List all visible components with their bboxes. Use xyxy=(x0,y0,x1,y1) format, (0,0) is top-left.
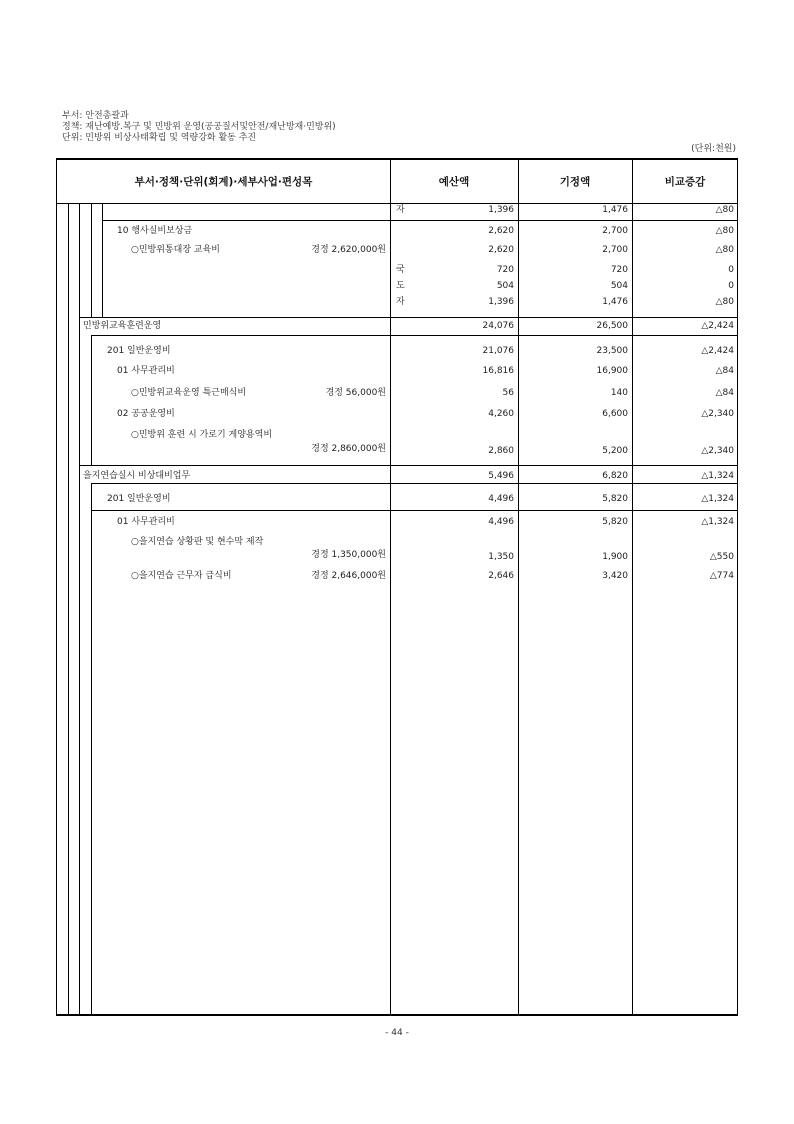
budget-value: 2,620 xyxy=(488,245,514,255)
col-divider-diff xyxy=(632,160,633,1014)
item-label: ○민방위교육운영 특근매식비 xyxy=(131,388,247,398)
budget-value: 5,496 xyxy=(488,471,514,481)
item-label: 01 사무관리비 xyxy=(117,366,175,376)
header-budget: 예산액 xyxy=(438,176,470,188)
header-diff: 비교증감 xyxy=(664,176,706,188)
previous-value: 1,476 xyxy=(602,297,628,307)
budget-value: 1,396 xyxy=(488,205,514,215)
diff-value: △2,340 xyxy=(701,446,734,456)
diff-value: △1,324 xyxy=(701,494,734,504)
budget-value: 24,076 xyxy=(482,321,514,331)
diff-value: △80 xyxy=(715,297,734,307)
diff-value: △550 xyxy=(709,552,734,562)
diff-value: △80 xyxy=(715,245,734,255)
header-previous: 기정액 xyxy=(559,176,591,188)
fund-source: 도 xyxy=(396,281,405,291)
row-separator xyxy=(102,220,737,221)
row-separator xyxy=(91,335,737,336)
budget-value: 504 xyxy=(496,281,514,291)
item-label: 01 사무관리비 xyxy=(117,517,175,527)
col-divider-budget xyxy=(390,160,391,1014)
item-label: ○을지연습 근무자 급식비 xyxy=(131,571,232,581)
previous-value: 5,820 xyxy=(602,494,628,504)
previous-value: 5,820 xyxy=(602,517,628,527)
fund-source: 국 xyxy=(396,265,405,275)
budget-value: 21,076 xyxy=(482,346,514,356)
budget-table xyxy=(56,158,738,1016)
header-item: 부서·정책·단위(회계)·세부사업·편성목 xyxy=(134,176,313,188)
item-note: 경정 1,350,000원 xyxy=(311,550,386,560)
diff-value: △84 xyxy=(715,366,734,376)
unit-line: 단위: 민방위 비상사태확립 및 역량강화 활동 추진 xyxy=(62,133,257,143)
item-label: 을지연습실시 비상대비업무 xyxy=(83,471,191,481)
previous-value: 6,600 xyxy=(602,409,628,419)
budget-value: 1,396 xyxy=(488,297,514,307)
previous-value: 5,200 xyxy=(602,446,628,456)
previous-value: 2,700 xyxy=(602,245,628,255)
indent-line-3c xyxy=(91,483,92,1014)
item-note: 경정 56,000원 xyxy=(325,388,386,398)
diff-value: △1,324 xyxy=(701,517,734,527)
budget-value: 2,646 xyxy=(488,571,514,581)
diff-value: △2,424 xyxy=(701,346,734,356)
diff-value: △2,340 xyxy=(701,409,734,419)
item-label: 10 행사실비보상금 xyxy=(117,226,193,236)
unit-note: (단위:천원) xyxy=(691,144,736,154)
indent-line-1 xyxy=(68,204,69,1014)
budget-value: 1,350 xyxy=(488,552,514,562)
item-label: 201 일반운영비 xyxy=(107,494,171,504)
row-separator xyxy=(79,317,737,318)
table-header xyxy=(57,160,737,204)
diff-value: 0 xyxy=(728,281,734,291)
row-separator xyxy=(79,465,737,466)
previous-value: 2,700 xyxy=(602,226,628,236)
page-number: - 44 - xyxy=(385,1028,409,1038)
item-note: 경정 2,646,000원 xyxy=(311,571,386,581)
indent-line-3b xyxy=(91,335,92,465)
diff-value: △774 xyxy=(709,571,734,581)
previous-value: 16,900 xyxy=(596,366,628,376)
budget-value: 16,816 xyxy=(482,366,514,376)
item-label: 민방위교육훈련운영 xyxy=(83,321,162,331)
diff-value: △1,324 xyxy=(701,471,734,481)
budget-value: 4,496 xyxy=(488,517,514,527)
diff-value: △84 xyxy=(715,388,734,398)
previous-value: 1,900 xyxy=(602,552,628,562)
previous-value: 3,420 xyxy=(602,571,628,581)
previous-value: 26,500 xyxy=(596,321,628,331)
col-divider-previous xyxy=(518,160,519,1014)
previous-value: 140 xyxy=(610,388,628,398)
previous-value: 23,500 xyxy=(596,346,628,356)
row-separator xyxy=(91,483,737,484)
item-label: ○을지연습 상황판 및 현수막 제작 xyxy=(131,537,264,547)
item-note: 경정 2,620,000원 xyxy=(311,245,386,255)
policy-line: 정책: 재난예방.복구 및 민방위 운영(공공질서및안전/재난방재·민방위) xyxy=(62,122,336,132)
fund-source: 자 xyxy=(396,297,405,307)
department-line: 부서: 안전총괄과 xyxy=(62,111,129,121)
diff-value: △2,424 xyxy=(701,321,734,331)
previous-value: 6,820 xyxy=(602,471,628,481)
budget-value: 4,260 xyxy=(488,409,514,419)
fund-source: 자 xyxy=(396,205,405,215)
item-label: ○민방위통대장 교육비 xyxy=(131,245,220,255)
budget-value: 56 xyxy=(502,388,514,398)
item-label: 201 일반운영비 xyxy=(107,346,171,356)
previous-value: 504 xyxy=(610,281,628,291)
indent-line-2 xyxy=(79,204,80,1014)
budget-value: 4,496 xyxy=(488,494,514,504)
diff-value: △80 xyxy=(715,205,734,215)
diff-value: 0 xyxy=(728,265,734,275)
item-label: ○민방위 훈련 시 가로기 게양용역비 xyxy=(131,430,273,440)
previous-value: 1,476 xyxy=(602,205,628,215)
previous-value: 720 xyxy=(610,265,628,275)
row-separator xyxy=(91,510,737,511)
diff-value: △80 xyxy=(715,226,734,236)
budget-value: 2,860 xyxy=(488,446,514,456)
indent-line-3a xyxy=(91,204,92,317)
item-label: 02 공공운영비 xyxy=(117,409,175,419)
item-note: 경정 2,860,000원 xyxy=(311,444,386,454)
budget-value: 2,620 xyxy=(488,226,514,236)
budget-value: 720 xyxy=(496,265,514,275)
